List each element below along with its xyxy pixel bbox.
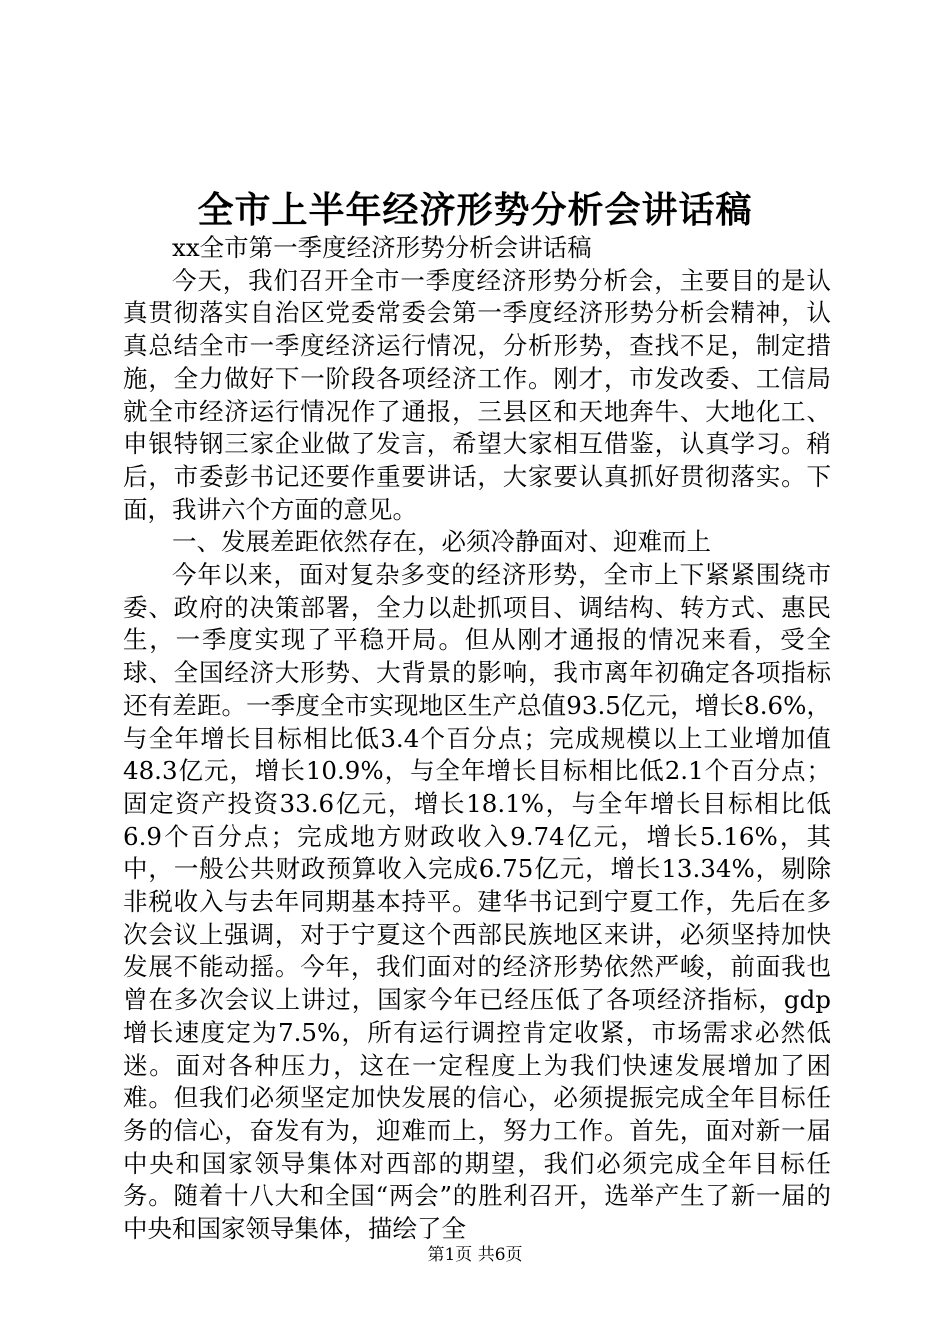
paragraph-subtitle: xx全市第一季度经济形势分析会讲话稿	[172, 233, 592, 262]
paragraph-intro: 今天，我们召开全市一季度经济形势分析会，主要目的是认真贯彻落实自治区党委常委会第一季度经济形势分析会精神，认真总结全市一季度经济运行情况，分析形势，查找不足，制定措施，全力做好下一阶段各项经济工作。刚才，市发改委、工信局就全市经济运行情况作了通报，三县区和天地奔牛、大地化工、申银特钢三家企业做了发言，希望大家相互借鉴，认真学习。稍后，市委彭书记还要作重要讲话，大家要认真抓好贯彻落实。下面，我讲六个方面的意见。	[123, 265, 831, 524]
paragraph-section-one: 今年以来，面对复杂多变的经济形势，全市上下紧紧围绕市委、政府的决策部署，全力以赴抓项目、调结构、转方式、惠民生，一季度实现了平稳开局。但从刚才通报的情况来看，受全球、全国经济大形势、大背景的影响，我市离年初确定各项指标还有差距。一季度全市实现地区生产总值93.5亿元，增长8.6%，与全年增长目标相比低3.4个百分点；完成规模以上工业增加值48.3亿元，增长10.9%，与全年增长目标相比低2.1个百分点；固定资产投资33.6亿元，增长18.1%，与全年增长目标相比低6.9个百分点；完成地方财政收入9.74亿元，增长5.16%，其中，一般公共财政预算收入完成6.75亿元，增长13.34%，剔除非税收入与去年同期基本持平。建华书记到宁夏工作，先后在多次会议上强调，对于宁夏这个西部民族地区来讲，必须坚持加快发展不能动摇。今年，我们面对的经济形势依然严峻，前面我也曾在多次会议上讲过，国家今年已经压低了各项经济指标，gdp增长速度定为7.5%，所有运行调控肯定收紧，市场需求必然低迷。面对各种压力，这在一定程度上为我们快速发展增加了困难。但我们必须坚定加快发展的信心，必须提振完成全年目标任务的信心，奋发有为，迎难而上，努力工作。首先，面对新一届中央和国家领导集体对西部的期望，我们必须完成全年目标任务。随着十八大和全国“两会”的胜利召开，选举产生了新一届的中央和国家领导集体，描绘了全	[123, 560, 831, 1244]
paragraph-heading-one: 一、发展差距依然存在，必须冷静面对、迎难而上	[172, 527, 711, 557]
page-footer: 第1页 共6页	[427, 1245, 523, 1265]
document-body	[123, 232, 831, 1246]
document-title: 全市上半年经济形势分析会讲话稿	[197, 189, 753, 231]
